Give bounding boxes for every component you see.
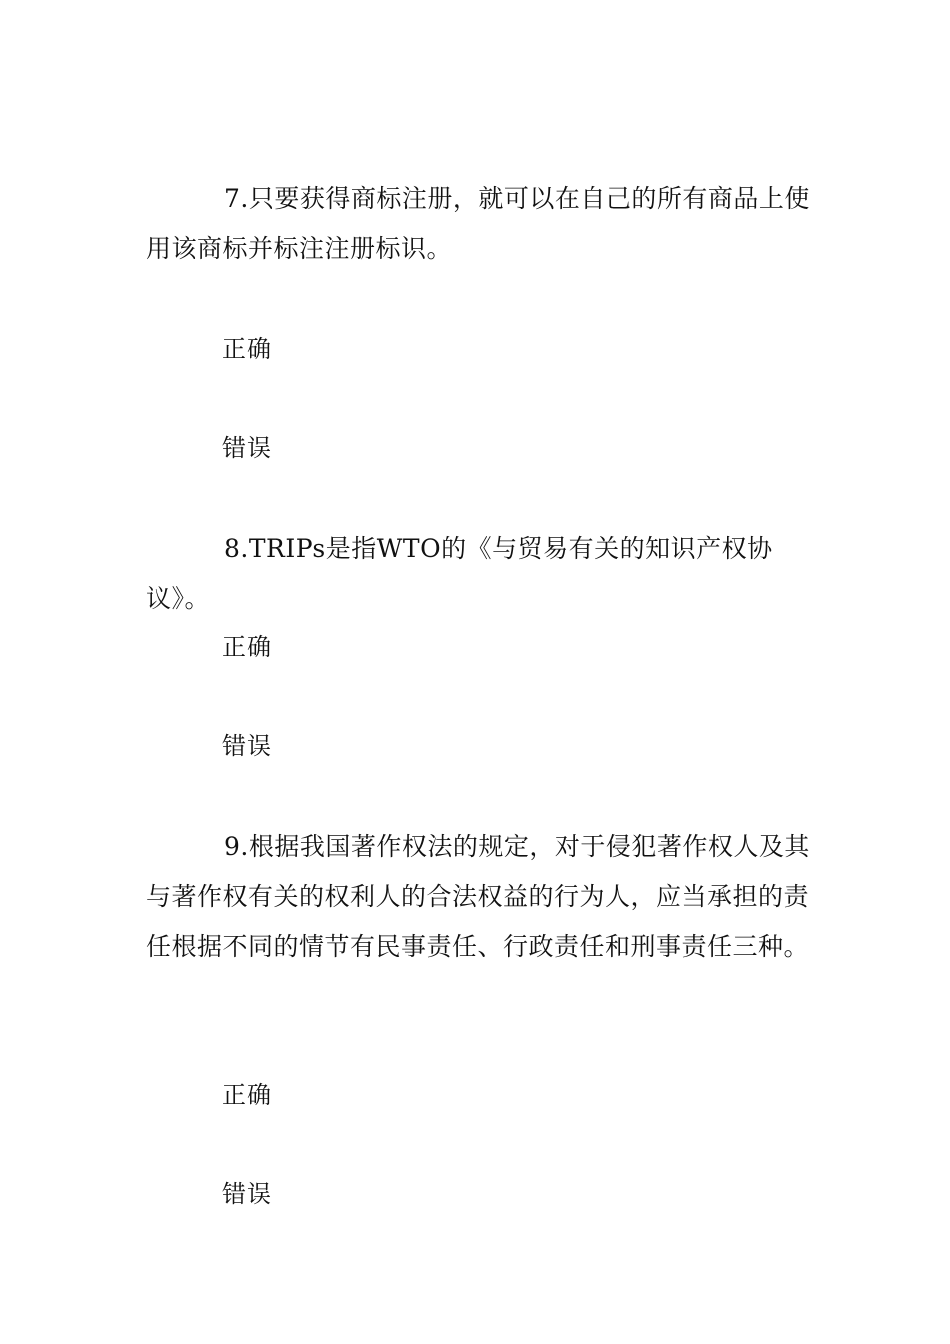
question-7-option-correct: 正确 (222, 335, 272, 363)
question-8-text: 8.TRIPs是指WTO的《与贸易有关的知识产权协议》。 (146, 534, 773, 613)
question-8-option-wrong: 错误 (222, 732, 272, 760)
question-7-option-wrong: 错误 (222, 434, 272, 462)
question-9-text: 9.根据我国著作权法的规定，对于侵犯著作权人及其与著作权有关的权利人的合法权益的行为人，应当承担的责任根据不同的情节有民事责任、行政责任和刑事责任三种。 (146, 832, 810, 961)
question-9-option-correct: 正确 (222, 1081, 272, 1109)
question-8-option-correct: 正确 (222, 633, 272, 661)
question-7-text: 7.只要获得商标注册，就可以在自己的所有商品上使用该商标并标注注册标识。 (146, 184, 810, 263)
question-9-option-wrong: 错误 (222, 1180, 272, 1208)
